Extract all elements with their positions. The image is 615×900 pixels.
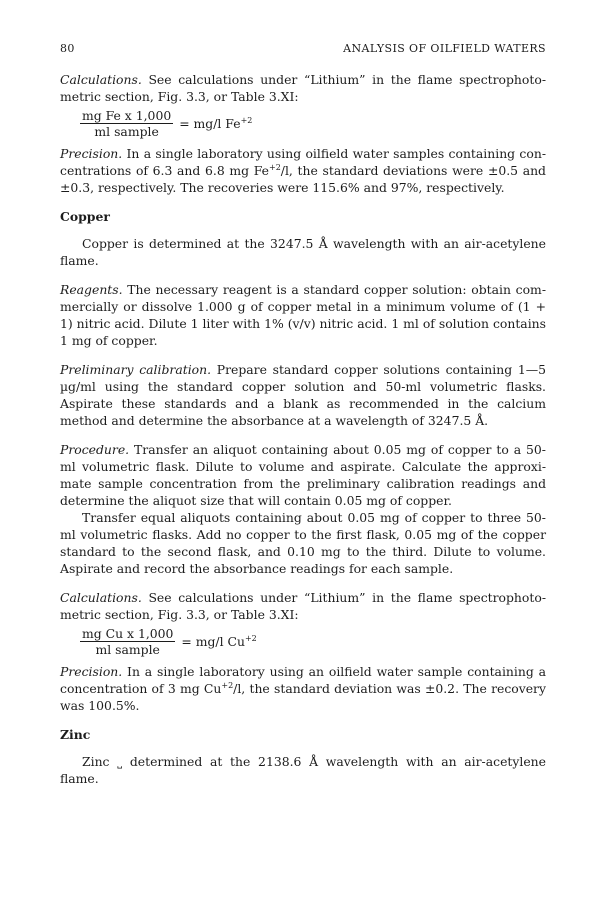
document-page: [60, 40, 546, 787]
copper-procedure-lead: Procedure.: [60, 442, 130, 457]
iron-calculations-text: See calculations under “Lithium” in the flame spectrophotometric section, Fig. 3.3, or Table 3.XI:: [60, 72, 546, 104]
copper-reagents-text: The necessary reagent is a standard copper solution: obtain commercially or dissolve 1.000 g of copper metal in a minimum volume of (1 + 1) nitric acid. Dilute 1 liter with 1% (v/v) nitric acid. 1 ml of solution contains 1 mg of copper.: [60, 282, 546, 348]
running-title: ANALYSIS OF OILFIELD WATERS: [343, 42, 546, 55]
copper-formula-result: [181, 633, 256, 650]
copper-precision-superscript: +2: [221, 680, 234, 690]
copper-calibration-text: Prepare standard copper solutions containing 1—5 µg/ml using the standard copper solution and 50-ml volumetric flasks. Aspirate these standards and a blank as recommended in the calcium method and determine the absorbance at a wavelength of 3247.5 Å.: [60, 362, 546, 428]
iron-formula-result: [179, 115, 252, 132]
copper-formula-numerator: mg Cu x 1,000: [82, 626, 174, 641]
iron-calculations-lead: Calculations.: [60, 72, 142, 87]
copper-formula-result-text: = mg/l Cu: [181, 634, 245, 649]
page-number: 80: [60, 42, 75, 55]
copper-intro: Copper is determined at the 3247.5 Å wavelength with an air-acetylene flame.: [60, 236, 546, 268]
copper-procedure-paragraph-2: Transfer equal aliquots containing about 0.05 mg of copper to three 50-ml volumetric flasks. Add no copper to the first flask, 0.05 mg of the copper standard to the second flask, and 0.10 mg to the third. Dilute to volume. Aspirate and record the absorbance readings for each sample.: [60, 510, 546, 576]
copper-precision-paragraph: [60, 663, 546, 714]
copper-formula: [80, 626, 546, 657]
iron-precision-paragraph: [60, 145, 546, 196]
iron-formula: [80, 108, 546, 139]
copper-precision-text-1: In a single laboratory using an oilfield water sample containing a concentration of 3 mg Cu: [60, 664, 546, 696]
iron-precision-text-1: In a single laboratory using oilfield water samples containing concentrations of 6.3 and 6.8 mg Fe: [60, 146, 546, 178]
copper-calculations-paragraph: [60, 589, 546, 623]
copper-heading: Copper: [60, 209, 110, 224]
copper-precision-lead: Precision.: [60, 664, 123, 679]
iron-precision-lead: Precision.: [60, 146, 123, 161]
iron-formula-superscript: +2: [240, 115, 253, 125]
copper-procedure-paragraph: [60, 441, 546, 509]
iron-formula-denominator: ml sample: [94, 124, 159, 139]
copper-reagents-paragraph: [60, 281, 546, 349]
zinc-intro: Zinc ˽ determined at the 2138.6 Å wavelength with an air-acetylene flame.: [60, 754, 546, 786]
iron-formula-fraction: [80, 108, 173, 139]
iron-calculations-paragraph: [60, 71, 546, 105]
copper-formula-superscript: +2: [244, 633, 257, 643]
iron-formula-numerator: mg Fe x 1,000: [82, 108, 172, 123]
iron-precision-text-2: /l, the standard deviations were ±0.5 and ±0.3, respectively. The recoveries were 115.6% and 97%, respectively.: [60, 163, 546, 195]
copper-procedure-text: Transfer an aliquot containing about 0.05 mg of copper to a 50-ml volumetric flask. Dilute to volume and aspirate. Calculate the approximate sample concentration from the preliminary calibration readings and determine the aliquot size that will contain 0.05 mg of copper.: [60, 442, 546, 508]
copper-calibration-paragraph: [60, 361, 546, 429]
running-head: [60, 40, 546, 57]
copper-formula-denominator: ml sample: [95, 642, 160, 657]
iron-formula-result-text: = mg/l Fe: [179, 116, 241, 131]
copper-calibration-lead: Preliminary calibration.: [60, 362, 212, 377]
copper-formula-fraction: [80, 626, 175, 657]
copper-calculations-text: See calculations under “Lithium” in the flame spectrophotometric section, Fig. 3.3, or Table 3.XI:: [60, 590, 546, 622]
iron-precision-superscript: +2: [269, 162, 281, 172]
zinc-heading: Zinc: [60, 727, 91, 742]
copper-calculations-lead: Calculations.: [60, 590, 142, 605]
copper-reagents-lead: Reagents.: [60, 282, 123, 297]
copper-precision-text-2: /l, the standard deviation was ±0.2. The recovery was 100.5%.: [60, 681, 546, 713]
